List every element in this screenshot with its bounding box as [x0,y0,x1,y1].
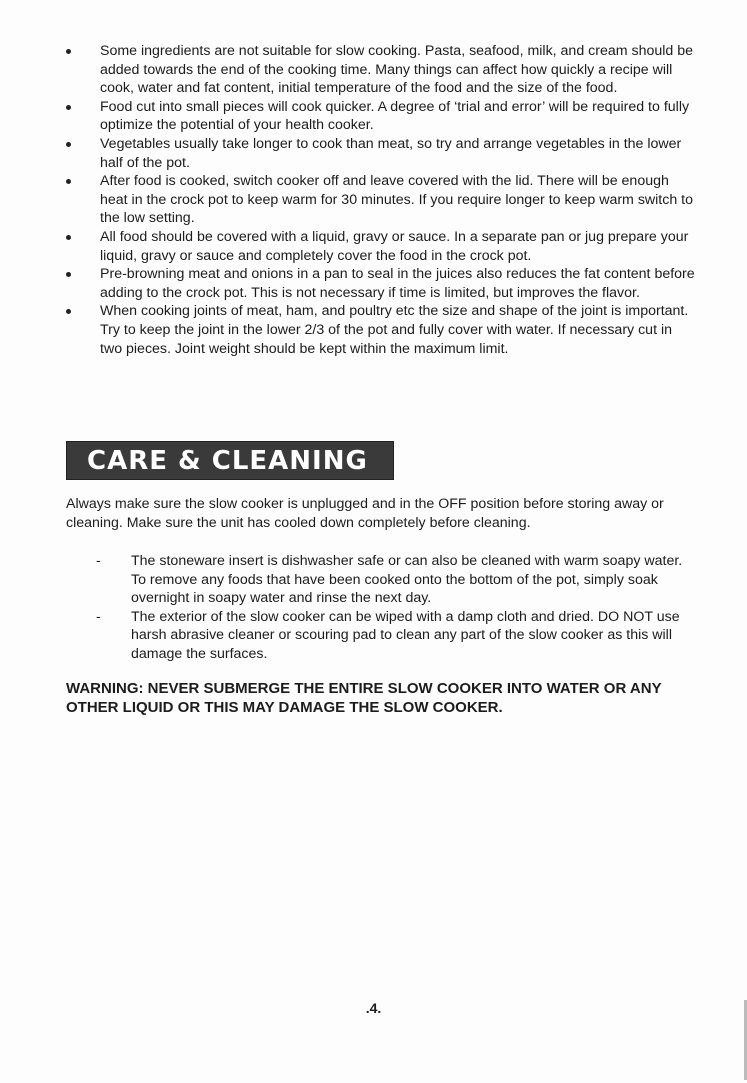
tip-text: When cooking joints of meat, ham, and poultry etc the size and shape of the joint is important. Try to keep the joint in the lower 2/3 of the pot and fully cover with water. If necessary cut in two pieces. Joint weight should be kept within the maximum limit. [100,303,689,357]
section-title: CARE & CLEANING [87,445,368,476]
dash-icon: - [96,608,101,625]
tip-text: Pre-browning meat and onions in a pan to seal in the juices also reduces the fat content before adding to the crock pot. This is not necessary if time is limited, but improves the flavor. [100,266,695,301]
care-item-text: The exterior of the slow cooker can be wiped with a damp cloth and dried. DO NOT use harsh abrasive cleaner or scouring pad to clean any part of the slow cooker as this will damage the surfaces. [131,608,680,662]
dash-icon: - [96,553,101,569]
bullet-icon [66,49,71,54]
page-number: .4. [365,1000,382,1016]
bullet-icon [66,105,71,110]
care-intro-paragraph: Always make sure the slow cooker is unplugged and in the OFF position before storing away or cleaning. Make sure the unit has cooled down completely before cleaning. [66,496,664,531]
list-item [66,42,696,98]
care-item-text: The stoneware insert is dishwasher safe or can also be cleaned with warm soapy water. To remove any foods that have been cooked onto the bottom of the pot, simply soak overnight in soapy water and rinse the next day. [131,553,683,607]
list-item [66,98,696,135]
bullet-icon [66,309,71,314]
list-item [66,302,696,358]
cooking-tips-list [66,42,696,358]
section-header [66,441,394,480]
list-item [66,228,696,265]
care-instructions-list [96,552,696,664]
list-item [96,608,696,664]
warning-text: WARNING: NEVER SUBMERGE THE ENTIRE SLOW COOKER INTO WATER OR ANY OTHER LIQUID OR THIS MAY DAMAGE THE SLOW COOKER. [66,680,662,716]
tip-text: Vegetables usually take longer to cook than meat, so try and arrange vegetables in the lower half of the pot. [100,135,682,171]
tip-text: All food should be covered with a liquid, gravy or sauce. In a separate pan or jug prepare your liquid, gravy or sauce and completely cover the food in the crock pot. [100,228,689,264]
list-item [96,552,696,608]
bullet-icon [66,272,71,277]
bullet-icon [66,235,71,240]
tip-text: Food cut into small pieces will cook quicker. A degree of ‘trial and error’ will be required to fully optimize the potential of your health cooker. [100,98,690,134]
bullet-icon [66,179,71,184]
list-item [66,172,696,228]
tip-text: Some ingredients are not suitable for slow cooking. Pasta, seafood, milk, and cream should be added towards the end of the cooking time. Many things can affect how quickly a recipe will cook, water and fat content, initial temperature of the food and the size of the food. [100,43,694,97]
list-item [66,135,696,172]
bullet-icon [66,142,71,147]
list-item [66,265,696,302]
tip-text: After food is cooked, switch cooker off and leave covered with the lid. There will be enough heat in the crock pot to keep warm for 30 minutes. If you require longer to keep warm switch to the low setting. [100,173,694,227]
